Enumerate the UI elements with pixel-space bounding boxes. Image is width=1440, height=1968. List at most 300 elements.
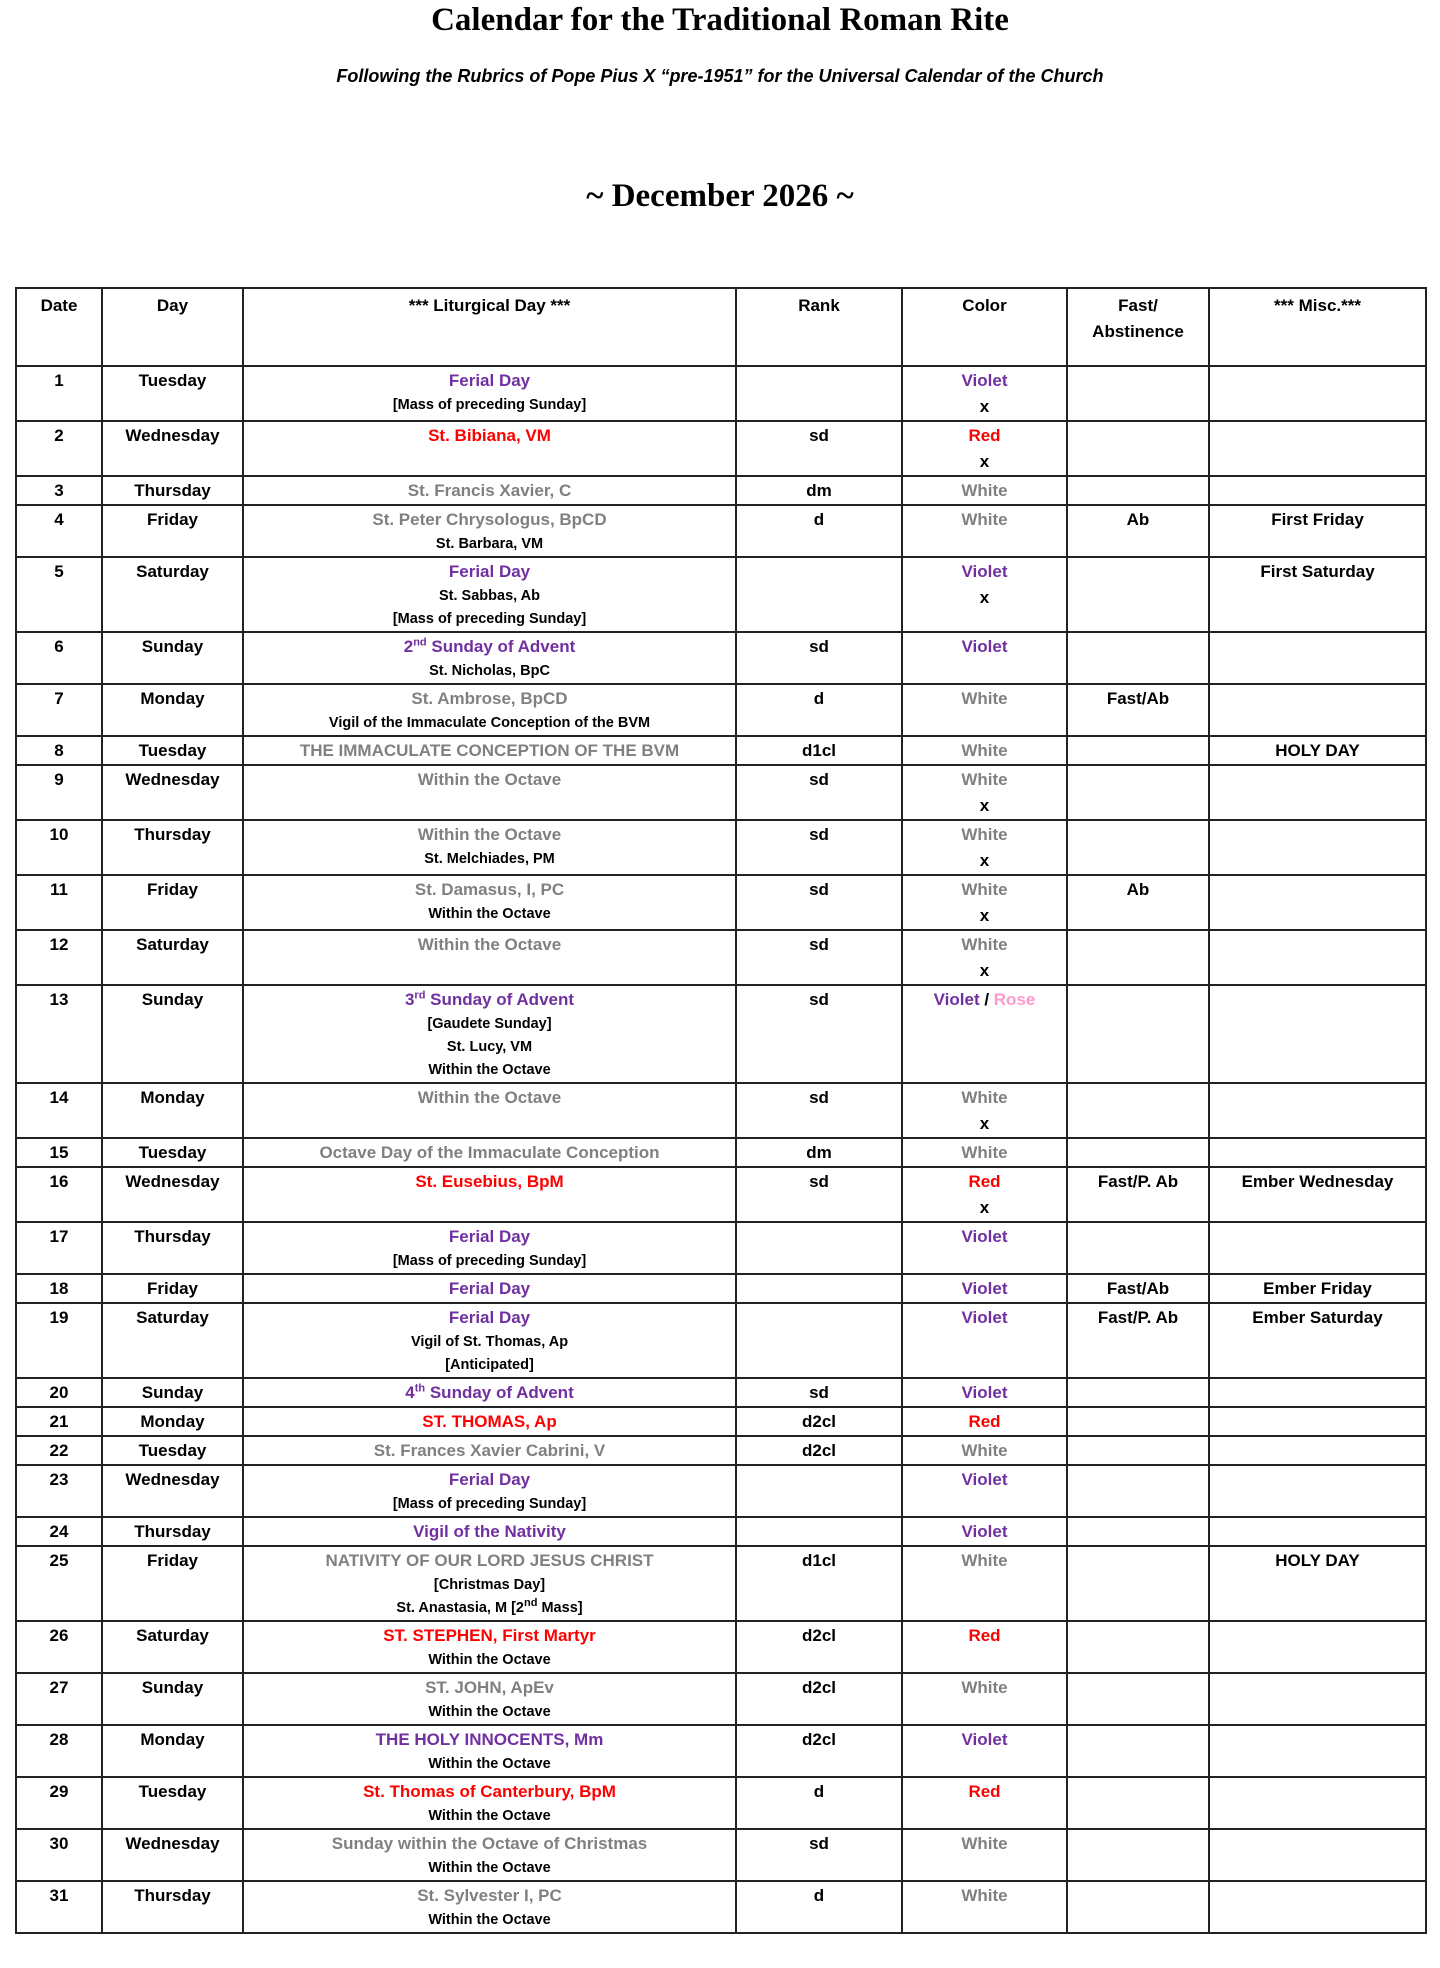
misc-cell: [1209, 1621, 1426, 1673]
liturgical-day-cell: [243, 557, 736, 632]
liturgical-line: [246, 1548, 733, 1574]
date-cell: [16, 421, 102, 476]
liturgical-line: [246, 1883, 733, 1909]
color-cell: [902, 476, 1067, 505]
date-text: 17: [49, 1227, 69, 1246]
table-row: [16, 1673, 1426, 1725]
date-cell: [16, 632, 102, 684]
table-row: [16, 1725, 1426, 1777]
color-line: [905, 449, 1064, 475]
liturgical-day-cell: [243, 930, 736, 985]
color-name: White: [961, 1678, 1008, 1697]
liturgical-text: THE HOLY INNOCENTS, Mm: [375, 1730, 604, 1749]
day-cell: [102, 765, 243, 820]
color-cell: [902, 505, 1067, 557]
date-cell: [16, 930, 102, 985]
liturgical-line: [246, 932, 733, 958]
liturgical-day-cell: [243, 985, 736, 1083]
table-row: [16, 505, 1426, 557]
rank-text: d2cl: [801, 1678, 837, 1697]
liturgical-text: St. Ambrose, BpCD: [411, 689, 568, 708]
color-line: [905, 478, 1064, 504]
date-text: 29: [49, 1782, 69, 1801]
ordinal-suffix: nd: [524, 1597, 538, 1610]
color-cell: [902, 1777, 1067, 1829]
mark-x: x: [979, 851, 990, 870]
date-text: 3: [54, 481, 64, 500]
color-name: White: [961, 1886, 1008, 1905]
date-text: 13: [49, 990, 69, 1009]
liturgical-text: St. Bibiana, VM: [428, 426, 551, 445]
mark-x: x: [979, 1198, 990, 1217]
date-cell: [16, 1621, 102, 1673]
rank-text: sd: [809, 770, 829, 789]
liturgical-line: [246, 1727, 733, 1753]
day-cell: [102, 1725, 243, 1777]
day-cell: [102, 421, 243, 476]
liturgical-line: [246, 1169, 733, 1195]
color-name: White: [961, 481, 1008, 500]
color-cell: [902, 820, 1067, 875]
color-name: Violet: [961, 1730, 1008, 1749]
table-row: [16, 1621, 1426, 1673]
table-row: [16, 1829, 1426, 1881]
day-text: Friday: [146, 1279, 199, 1298]
liturgical-line: [246, 1779, 733, 1805]
liturgical-line: [246, 1805, 733, 1828]
liturgical-text: St. Eusebius, BpM: [415, 1172, 564, 1191]
day-text: Saturday: [136, 562, 209, 581]
color-name: White: [961, 935, 1008, 954]
liturgical-text: Within the Octave: [428, 1808, 551, 1824]
fast-cell: [1067, 1222, 1209, 1274]
misc-cell: [1209, 1517, 1426, 1546]
date-cell: [16, 1725, 102, 1777]
liturgical-text: St. Thomas of Canterbury, BpM: [363, 1782, 616, 1801]
liturgical-day-cell: [243, 1777, 736, 1829]
liturgical-line: [246, 1649, 733, 1672]
day-text: Tuesday: [138, 1782, 207, 1801]
color-cell: [902, 1222, 1067, 1274]
day-text: Wednesday: [125, 1470, 220, 1489]
day-cell: [102, 1777, 243, 1829]
color-name: Violet: [961, 1227, 1008, 1246]
day-cell: [102, 1673, 243, 1725]
color-line: [905, 1305, 1064, 1331]
table-row: [16, 421, 1426, 476]
fast-cell: [1067, 1777, 1209, 1829]
misc-cell: [1209, 1829, 1426, 1881]
date-text: 11: [50, 880, 68, 899]
liturgical-text: [Gaudete Sunday]: [427, 1016, 552, 1032]
rank-cell: [736, 1673, 902, 1725]
liturgical-text: NATIVITY OF OUR LORD JESUS CHRIST: [325, 1551, 654, 1570]
day-cell: [102, 1436, 243, 1465]
date-text: 31: [49, 1886, 69, 1905]
mark-x: x: [979, 588, 990, 607]
date-cell: [16, 557, 102, 632]
misc-cell: [1209, 1465, 1426, 1517]
day-cell: [102, 557, 243, 632]
table-row: [16, 1777, 1426, 1829]
liturgical-line: [246, 1909, 733, 1932]
day-text: Wednesday: [125, 426, 220, 445]
liturgical-day-cell: [243, 1407, 736, 1436]
color-line: [905, 1276, 1064, 1302]
calendar-table: [15, 287, 1427, 1934]
liturgical-day-cell: [243, 1673, 736, 1725]
day-text: Thursday: [134, 825, 211, 844]
table-row: [16, 985, 1426, 1083]
misc-cell: [1209, 765, 1426, 820]
day-cell: [102, 1829, 243, 1881]
color-name: Violet: [961, 1279, 1008, 1298]
misc-cell: [1209, 1673, 1426, 1725]
liturgical-text: Within the Octave: [428, 906, 551, 922]
liturgical-text: Within the Octave: [417, 825, 562, 844]
liturgical-line: [246, 1701, 733, 1724]
day-text: Thursday: [134, 1227, 211, 1246]
rank-text: dm: [806, 481, 832, 500]
day-text: Tuesday: [138, 741, 207, 760]
liturgical-text: Within the Octave: [428, 1860, 551, 1876]
misc-cell: [1209, 1378, 1426, 1407]
date-cell: [16, 505, 102, 557]
fast-cell: [1067, 930, 1209, 985]
misc-cell: [1209, 1777, 1426, 1829]
liturgical-text: St. Sylvester I, PC: [417, 1886, 562, 1905]
date-text: 6: [54, 637, 64, 656]
liturgical-day-cell: [243, 632, 736, 684]
liturgical-text: Vigil of the Immaculate Conception of the BVM: [328, 715, 651, 731]
misc-cell: [1209, 1436, 1426, 1465]
color-cell: [902, 421, 1067, 476]
color-line: [905, 1883, 1064, 1909]
day-cell: [102, 684, 243, 736]
color-line: [905, 1224, 1064, 1250]
column-header-day: Day: [102, 288, 243, 366]
color-cell: [902, 1138, 1067, 1167]
rank-cell: [736, 1138, 902, 1167]
liturgical-line: [246, 1438, 733, 1464]
liturgical-text: Ferial Day: [448, 562, 531, 581]
liturgical-text: [Anticipated]: [445, 1357, 534, 1373]
color-line: [905, 1623, 1064, 1649]
liturgical-text: Sunday within the Octave of Christmas: [331, 1834, 648, 1853]
date-text: 15: [49, 1143, 69, 1162]
fast-cell: [1067, 632, 1209, 684]
rank-text: d: [813, 689, 825, 708]
table-row: [16, 875, 1426, 930]
color-cell: [902, 930, 1067, 985]
fast-cell: [1067, 1465, 1209, 1517]
rank-text: sd: [809, 1172, 829, 1191]
liturgical-line: [246, 1224, 733, 1250]
day-cell: [102, 1378, 243, 1407]
misc-cell: [1209, 366, 1426, 421]
rank-text: sd: [809, 825, 829, 844]
date-cell: [16, 1083, 102, 1138]
liturgical-line: [246, 877, 733, 903]
liturgical-text: Within the Octave: [428, 1704, 551, 1720]
rank-cell: [736, 1777, 902, 1829]
color-line: [905, 793, 1064, 819]
day-cell: [102, 875, 243, 930]
rank-cell: [736, 505, 902, 557]
rank-cell: [736, 557, 902, 632]
date-text: 18: [49, 1279, 69, 1298]
liturgical-line: [246, 822, 733, 848]
color-cell: [902, 1303, 1067, 1378]
color-cell: [902, 366, 1067, 421]
date-cell: [16, 1167, 102, 1222]
liturgical-text: St. Nicholas, BpC: [429, 663, 550, 679]
color-line: [905, 1675, 1064, 1701]
color-name: Red: [968, 1782, 1001, 1801]
fast-text: Fast/P. Ab: [1097, 1308, 1179, 1327]
day-text: Sunday: [141, 637, 204, 656]
day-text: Monday: [140, 1730, 205, 1749]
fast-cell: [1067, 1621, 1209, 1673]
liturgical-text: 3: [404, 990, 415, 1009]
misc-cell: [1209, 875, 1426, 930]
liturgical-line: [246, 1493, 733, 1516]
liturgical-line: [246, 368, 733, 394]
date-text: 25: [49, 1551, 69, 1570]
liturgical-line: [246, 686, 733, 712]
color-cell: [902, 684, 1067, 736]
liturgical-day-cell: [243, 765, 736, 820]
date-cell: [16, 875, 102, 930]
fast-cell: [1067, 1378, 1209, 1407]
color-line: [905, 634, 1064, 660]
misc-cell: [1209, 1725, 1426, 1777]
liturgical-line: [246, 1574, 733, 1597]
misc-cell: [1209, 985, 1426, 1083]
rank-cell: [736, 1222, 902, 1274]
day-text: Sunday: [141, 1383, 204, 1402]
color-name: Violet: [961, 562, 1008, 581]
day-text: Saturday: [136, 935, 209, 954]
column-header-rank: Rank: [736, 288, 902, 366]
date-cell: [16, 1407, 102, 1436]
misc-cell: [1209, 505, 1426, 557]
date-cell: [16, 1517, 102, 1546]
date-cell: [16, 1138, 102, 1167]
liturgical-day-cell: [243, 1303, 736, 1378]
liturgical-line: [246, 903, 733, 926]
rank-text: sd: [809, 1383, 829, 1402]
color-line: [905, 1467, 1064, 1493]
date-text: 9: [54, 770, 64, 789]
fast-text: Fast/P. Ab: [1097, 1172, 1179, 1191]
rank-text: sd: [809, 880, 829, 899]
date-cell: [16, 1378, 102, 1407]
mark-x: x: [979, 796, 990, 815]
table-row: [16, 1083, 1426, 1138]
color-line: [905, 1085, 1064, 1111]
date-text: 14: [49, 1088, 69, 1107]
date-cell: [16, 1829, 102, 1881]
day-cell: [102, 1881, 243, 1933]
liturgical-text: ST. STEPHEN, First Martyr: [383, 1626, 596, 1645]
fast-text: Ab: [1126, 510, 1150, 529]
color-name: Violet: [961, 1383, 1008, 1402]
color-name: White: [961, 1143, 1008, 1162]
misc-cell: [1209, 1303, 1426, 1378]
fast-cell: [1067, 985, 1209, 1083]
liturgical-text: Within the Octave: [428, 1912, 551, 1928]
liturgical-text-rest: Sunday of Advent: [425, 1383, 574, 1402]
rank-text: sd: [809, 426, 829, 445]
day-text: Wednesday: [125, 1834, 220, 1853]
fast-cell: [1067, 765, 1209, 820]
date-cell: [16, 765, 102, 820]
day-cell: [102, 505, 243, 557]
fast-text: Fast/Ab: [1106, 689, 1170, 708]
liturgical-line: [246, 1140, 733, 1166]
liturgical-day-cell: [243, 820, 736, 875]
misc-text: First Saturday: [1260, 562, 1375, 581]
liturgical-line: [246, 848, 733, 871]
rank-cell: [736, 1621, 902, 1673]
table-row: [16, 1465, 1426, 1517]
liturgical-line: [246, 987, 733, 1013]
color-cell: [902, 1517, 1067, 1546]
liturgical-text: St. Damasus, I, PC: [414, 880, 565, 899]
day-cell: [102, 1303, 243, 1378]
color-cell: [902, 557, 1067, 632]
liturgical-text: St. Lucy, VM: [446, 1039, 533, 1055]
liturgical-text: Within the Octave: [428, 1756, 551, 1772]
color-cell: [902, 1083, 1067, 1138]
day-text: Saturday: [136, 1626, 209, 1645]
month-heading: ~ December 2026 ~: [586, 178, 854, 214]
liturgical-text: Ferial Day: [448, 371, 531, 390]
day-cell: [102, 985, 243, 1083]
liturgical-day-cell: [243, 1222, 736, 1274]
rank-cell: [736, 1083, 902, 1138]
fast-cell: [1067, 366, 1209, 421]
rank-cell: [736, 1517, 902, 1546]
date-text: 27: [49, 1678, 69, 1697]
liturgical-line: [246, 1467, 733, 1493]
column-header-fast-abstinence: [1067, 288, 1209, 366]
column-header-liturgical-day: *** Liturgical Day ***: [243, 288, 736, 366]
rank-text: sd: [809, 637, 829, 656]
color-line: [905, 1140, 1064, 1166]
fast-cell: [1067, 1167, 1209, 1222]
fast-cell: [1067, 1274, 1209, 1303]
liturgical-text: THE IMMACULATE CONCEPTION OF THE BVM: [299, 741, 680, 760]
day-text: Friday: [146, 1551, 199, 1570]
color-line: [905, 1409, 1064, 1435]
liturgical-line: [246, 712, 733, 735]
date-text: 12: [49, 935, 69, 954]
fast-cell: [1067, 1407, 1209, 1436]
color-name: Red: [968, 1626, 1001, 1645]
day-cell: [102, 1222, 243, 1274]
mark-x: x: [979, 1114, 990, 1133]
rank-cell: [736, 820, 902, 875]
fast-cell: [1067, 736, 1209, 765]
liturgical-line: [246, 1036, 733, 1059]
color-name: Violet: [961, 1308, 1008, 1327]
color-name: White: [961, 1088, 1008, 1107]
liturgical-line: [246, 1085, 733, 1111]
rank-cell: [736, 476, 902, 505]
color-name: Violet: [933, 990, 980, 1009]
liturgical-text-rest: Sunday of Advent: [425, 990, 575, 1009]
liturgical-line: [246, 507, 733, 533]
color-cell: [902, 1621, 1067, 1673]
day-cell: [102, 1517, 243, 1546]
color-line: [905, 423, 1064, 449]
liturgical-text: Within the Octave: [417, 770, 562, 789]
rank-text: d: [813, 1782, 825, 1801]
table-row: [16, 557, 1426, 632]
liturgical-line: [246, 1857, 733, 1880]
color-name: White: [961, 1441, 1008, 1460]
table-row: [16, 765, 1426, 820]
table-row: [16, 1167, 1426, 1222]
liturgical-line: [246, 533, 733, 556]
rank-cell: [736, 1465, 902, 1517]
color-cell: [902, 1881, 1067, 1933]
misc-text: Ember Wednesday: [1241, 1172, 1394, 1191]
liturgical-text: Within the Octave: [428, 1062, 551, 1078]
date-text: 16: [49, 1172, 69, 1191]
day-cell: [102, 476, 243, 505]
color-line: [905, 507, 1064, 533]
liturgical-line: [246, 1519, 733, 1545]
rank-cell: [736, 1725, 902, 1777]
liturgical-line: [246, 1831, 733, 1857]
color-cell: [902, 1829, 1067, 1881]
date-cell: [16, 1881, 102, 1933]
liturgical-day-cell: [243, 1517, 736, 1546]
rank-cell: [736, 1546, 902, 1621]
page-title: Calendar for the Traditional Roman Rite: [431, 2, 1009, 38]
day-cell: [102, 930, 243, 985]
color-name: White: [961, 880, 1008, 899]
color-name: Violet: [961, 637, 1008, 656]
liturgical-line: [246, 738, 733, 764]
color-name: White: [961, 825, 1008, 844]
liturgical-text: Within the Octave: [417, 935, 562, 954]
rank-text: sd: [809, 935, 829, 954]
rank-text: sd: [809, 1088, 829, 1107]
liturgical-line: [246, 1597, 733, 1620]
liturgical-text: St. Sabbas, Ab: [439, 588, 540, 604]
ordinal-suffix: nd: [413, 636, 427, 649]
date-text: 4: [54, 510, 64, 529]
color-line: [905, 394, 1064, 420]
fast-cell: [1067, 1546, 1209, 1621]
liturgical-text: Ferial Day: [448, 1308, 531, 1327]
ordinal-suffix: th: [414, 1382, 426, 1395]
day-text: Sunday: [141, 990, 204, 1009]
date-text: 20: [49, 1383, 69, 1402]
liturgical-day-cell: [243, 1829, 736, 1881]
date-text: 1: [54, 371, 64, 390]
rank-cell: [736, 632, 902, 684]
liturgical-text: St. Frances Xavier Cabrini, V: [373, 1441, 606, 1460]
table-row: [16, 736, 1426, 765]
date-cell: [16, 1673, 102, 1725]
date-cell: [16, 1303, 102, 1378]
color-line: [905, 1438, 1064, 1464]
